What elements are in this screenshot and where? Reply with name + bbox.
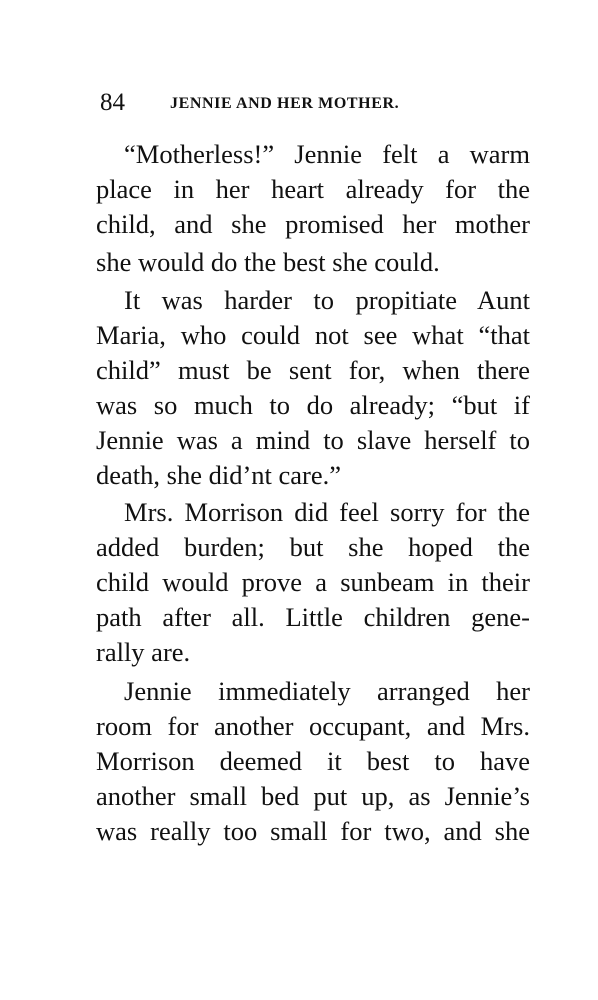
text-line: child” must be sent for, when there (96, 355, 530, 385)
text-line: child would prove a sunbeam in their (96, 567, 530, 597)
text-line: room for another occupant, and Mrs. (96, 711, 530, 741)
text-line: Mrs. Morrison did feel sorry for the (124, 497, 530, 527)
text-line: was so much to do already; “but if (96, 390, 530, 420)
text-line: path after all. Little children gene- (96, 602, 530, 632)
text-line: was really too small for two, and she (96, 816, 530, 846)
text-line: added burden; but she hoped the (96, 532, 530, 562)
text-line: death, she did’nt care.” (96, 460, 342, 490)
text-line: child, and she promised her mother (96, 209, 530, 239)
text-line: rally are. (96, 637, 191, 667)
text-line: Jennie was a mind to slave herself to (96, 425, 530, 455)
text-line: Morrison deemed it best to have (96, 746, 530, 776)
text-line: she would do the best she could. (96, 247, 440, 277)
text-line: Jennie immediately arranged her (124, 676, 530, 706)
page-header (100, 86, 530, 120)
text-line: “Motherless!” Jennie felt a warm (124, 139, 530, 169)
text-line: place in her heart already for the (96, 174, 530, 204)
text-line: It was harder to propitiate Aunt (124, 285, 530, 315)
text-line: Maria, who could not see what “that (96, 320, 530, 350)
text-line: another small bed put up, as Jennie’s (96, 781, 530, 811)
page-number: 84 (100, 89, 125, 116)
running-head: JENNIE AND HER MOTHER. (170, 95, 400, 112)
